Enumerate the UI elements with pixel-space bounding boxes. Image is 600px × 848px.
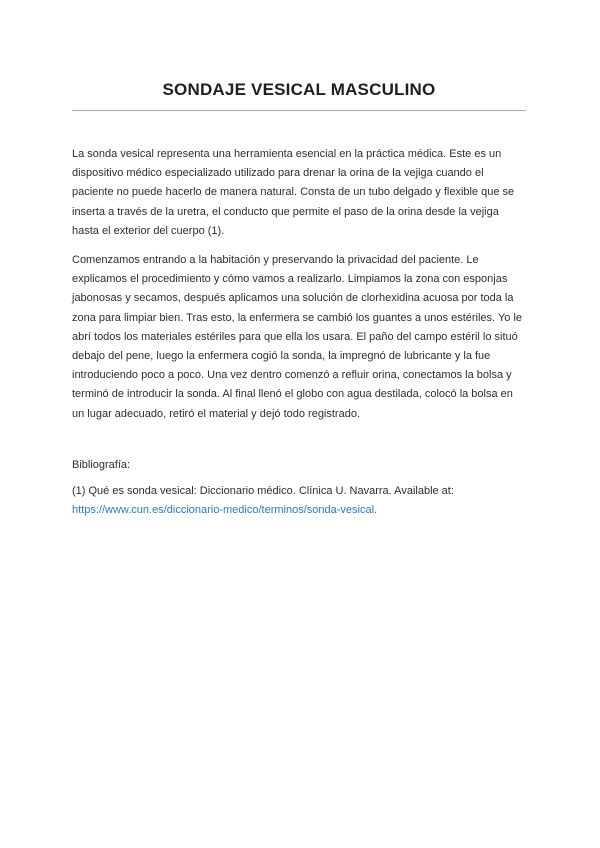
bibliography-link[interactable]: https://www.cun.es/diccionario-medico/terminos/sonda-vesical. <box>72 504 378 517</box>
paragraph-intro: La sonda vesical representa una herramienta esencial en la práctica médica. Este es un dispositivo médico especializado utilizado para drenar la orina de la vejiga cuando el paciente no puede hacerlo de manera natural. Consta de un tubo delgado y flexible que se inserta a través de la uretra, el conducto que permite el paso de la orina desde la vejiga hasta el exterior del cuerpo (1). <box>72 148 515 237</box>
bibliography-entry <box>72 482 528 520</box>
paragraph-procedure: Comenzamos entrando a la habitación y preservando la privacidad del paciente. Le explicamos el procedimiento y cómo vamos a realizarlo. Limpiamos la zona con esponjas jabonosas y secamos, después aplicamos una solución de clorhexidina acuosa por toda la zona para limpiar bien. Tras esto, la enfermera se cambió los guantes a unos estériles. Yo le abrí todos los materiales estériles para que ella los usara. El paño del campo estéril lo situó debajo del pene, luego la enfermera cogió la sonda, la impregnó de lubricante y la fue introduciendo poco a poco. Una vez dentro comenzó a refluir orina, conectamos la bolsa y terminó de introducir la sonda. Al final llenó el globo con agua destilada, colocó la bolsa en un lugar adecuado, retiró el material y dejó todo registrado. <box>72 254 523 420</box>
document-title: SONDAJE VESICAL MASCULINO <box>162 80 436 99</box>
bibliography-entry-text: (1) Qué es sonda vesical: Diccionario médico. Clínica U. Navarra. Available at: <box>72 485 454 498</box>
title-divider <box>72 110 526 111</box>
document-body <box>72 145 528 520</box>
bibliography-heading: Bibliografía: <box>72 458 131 471</box>
